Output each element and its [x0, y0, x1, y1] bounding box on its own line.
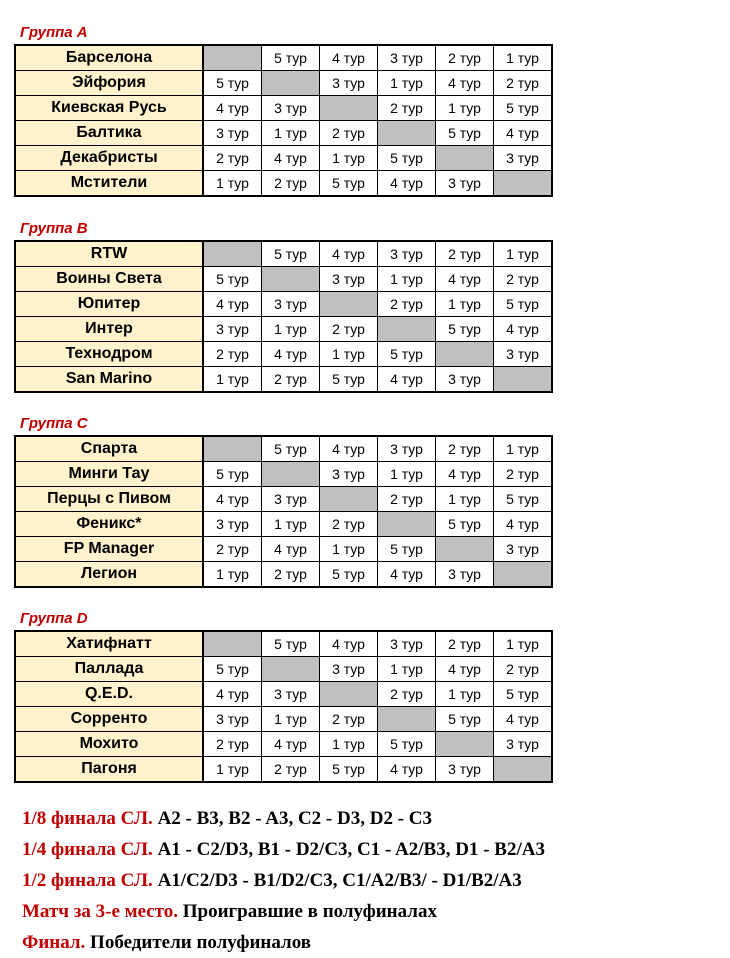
round-cell: 2 тур [320, 317, 378, 342]
round-cell: 2 тур [494, 657, 553, 682]
stage-label: Финал. [22, 932, 86, 953]
team-name: Юпитер [15, 292, 203, 317]
team-name: Спарта [15, 436, 203, 462]
round-cell: 1 тур [262, 707, 320, 732]
round-cell: 1 тур [320, 342, 378, 367]
team-name: Минги Тау [15, 462, 203, 487]
table-row [15, 487, 552, 512]
round-cell: 3 тур [262, 292, 320, 317]
blank-cell [262, 267, 320, 292]
round-cell: 4 тур [262, 732, 320, 757]
team-name: Феникс* [15, 512, 203, 537]
team-name: Q.E.D. [15, 682, 203, 707]
blank-cell [436, 342, 494, 367]
round-cell: 4 тур [436, 657, 494, 682]
round-cell: 4 тур [320, 45, 378, 71]
round-cell: 5 тур [436, 317, 494, 342]
round-cell: 5 тур [320, 367, 378, 393]
round-cell: 5 тур [203, 657, 262, 682]
playoff-line [22, 927, 545, 958]
round-cell: 4 тур [203, 96, 262, 121]
round-cell: 3 тур [494, 537, 553, 562]
table-row [15, 121, 552, 146]
blank-cell [378, 707, 436, 732]
stage-pairings: A2 - B3, B2 - A3, C2 - D3, D2 - C3 [157, 808, 432, 829]
round-cell: 3 тур [494, 732, 553, 757]
round-cell: 3 тур [320, 267, 378, 292]
round-cell: 3 тур [378, 45, 436, 71]
round-cell: 3 тур [436, 171, 494, 197]
team-name: Технодром [15, 342, 203, 367]
round-cell: 4 тур [203, 487, 262, 512]
round-cell: 2 тур [378, 96, 436, 121]
blank-cell [203, 45, 262, 71]
round-cell: 2 тур [436, 45, 494, 71]
round-cell: 1 тур [203, 757, 262, 783]
round-cell: 5 тур [378, 146, 436, 171]
blank-cell [203, 241, 262, 267]
team-name: Легион [15, 562, 203, 588]
group-schedule-table [14, 44, 553, 197]
round-cell: 5 тур [494, 487, 553, 512]
table-row [15, 462, 552, 487]
blank-cell [320, 292, 378, 317]
round-cell: 4 тур [436, 71, 494, 96]
round-cell: 4 тур [378, 367, 436, 393]
round-cell: 2 тур [494, 462, 553, 487]
round-cell: 1 тур [378, 71, 436, 96]
round-cell: 5 тур [436, 707, 494, 732]
round-cell: 1 тур [203, 367, 262, 393]
group-title: Группа B [20, 220, 88, 237]
round-cell: 5 тур [494, 96, 553, 121]
stage-pairings: Победители полуфиналов [90, 932, 311, 953]
round-cell: 3 тур [320, 657, 378, 682]
round-cell: 3 тур [436, 562, 494, 588]
round-cell: 2 тур [203, 342, 262, 367]
round-cell: 3 тур [262, 487, 320, 512]
round-cell: 2 тур [262, 757, 320, 783]
group-schedule-table [14, 435, 553, 588]
round-cell: 3 тур [203, 707, 262, 732]
round-cell: 5 тур [436, 121, 494, 146]
team-name: Сорренто [15, 707, 203, 732]
group-title: Группа C [20, 415, 88, 432]
round-cell: 4 тур [320, 241, 378, 267]
blank-cell [378, 317, 436, 342]
team-name: Эйфория [15, 71, 203, 96]
table-row [15, 241, 552, 267]
round-cell: 1 тур [378, 462, 436, 487]
round-cell: 5 тур [203, 462, 262, 487]
round-cell: 2 тур [378, 682, 436, 707]
round-cell: 3 тур [378, 631, 436, 657]
blank-cell [494, 171, 553, 197]
round-cell: 3 тур [262, 96, 320, 121]
round-cell: 1 тур [378, 267, 436, 292]
round-cell: 5 тур [378, 732, 436, 757]
blank-cell [494, 562, 553, 588]
blank-cell [203, 436, 262, 462]
stage-pairings: Проигравшие в полуфиналах [182, 901, 437, 922]
table-row [15, 292, 552, 317]
round-cell: 5 тур [378, 537, 436, 562]
round-cell: 4 тур [320, 631, 378, 657]
table-row [15, 71, 552, 96]
blank-cell [436, 146, 494, 171]
round-cell: 1 тур [203, 171, 262, 197]
round-cell: 4 тур [494, 512, 553, 537]
blank-cell [320, 487, 378, 512]
round-cell: 2 тур [436, 631, 494, 657]
table-row [15, 317, 552, 342]
round-cell: 2 тур [436, 241, 494, 267]
team-name: Интер [15, 317, 203, 342]
team-name: San Marino [15, 367, 203, 393]
round-cell: 3 тур [436, 757, 494, 783]
round-cell: 4 тур [262, 342, 320, 367]
table-row [15, 436, 552, 462]
group-title: Группа A [20, 24, 88, 41]
blank-cell [494, 367, 553, 393]
table-row [15, 342, 552, 367]
round-cell: 4 тур [203, 292, 262, 317]
blank-cell [262, 657, 320, 682]
blank-cell [262, 71, 320, 96]
round-cell: 1 тур [436, 96, 494, 121]
team-name: FP Manager [15, 537, 203, 562]
round-cell: 4 тур [494, 317, 553, 342]
round-cell: 5 тур [262, 241, 320, 267]
playoff-notes [22, 803, 545, 958]
round-cell: 1 тур [320, 537, 378, 562]
team-name: Перцы с Пивом [15, 487, 203, 512]
round-cell: 4 тур [494, 707, 553, 732]
team-name: Пагоня [15, 757, 203, 783]
table-row [15, 512, 552, 537]
round-cell: 2 тур [320, 707, 378, 732]
stage-label: 1/2 финала СЛ. [22, 870, 153, 891]
round-cell: 1 тур [203, 562, 262, 588]
round-cell: 1 тур [262, 317, 320, 342]
blank-cell [436, 537, 494, 562]
blank-cell [378, 512, 436, 537]
round-cell: 3 тур [494, 342, 553, 367]
round-cell: 2 тур [320, 512, 378, 537]
round-cell: 3 тур [203, 512, 262, 537]
stage-label: Матч за 3-е место. [22, 901, 179, 922]
round-cell: 5 тур [320, 171, 378, 197]
playoff-line [22, 896, 545, 927]
round-cell: 5 тур [494, 292, 553, 317]
table-row [15, 631, 552, 657]
round-cell: 2 тур [262, 562, 320, 588]
round-cell: 2 тур [320, 121, 378, 146]
round-cell: 1 тур [436, 487, 494, 512]
table-row [15, 707, 552, 732]
round-cell: 4 тур [378, 757, 436, 783]
group-schedule-table [14, 630, 553, 783]
table-row [15, 682, 552, 707]
team-name: Воины Света [15, 267, 203, 292]
round-cell: 2 тур [203, 732, 262, 757]
team-name: Балтика [15, 121, 203, 146]
round-cell: 3 тур [320, 462, 378, 487]
round-cell: 4 тур [262, 146, 320, 171]
blank-cell [262, 462, 320, 487]
round-cell: 5 тур [203, 71, 262, 96]
group-title: Группа D [20, 610, 88, 627]
blank-cell [494, 757, 553, 783]
round-cell: 2 тур [203, 146, 262, 171]
round-cell: 1 тур [320, 146, 378, 171]
stage-label: 1/8 финала СЛ. [22, 808, 153, 829]
round-cell: 5 тур [494, 682, 553, 707]
team-name: Декабристы [15, 146, 203, 171]
table-row [15, 757, 552, 783]
round-cell: 5 тур [320, 757, 378, 783]
round-cell: 3 тур [320, 71, 378, 96]
team-name: Мстители [15, 171, 203, 197]
playoff-line [22, 865, 545, 896]
round-cell: 5 тур [203, 267, 262, 292]
table-row [15, 45, 552, 71]
round-cell: 4 тур [203, 682, 262, 707]
round-cell: 2 тур [494, 71, 553, 96]
round-cell: 5 тур [436, 512, 494, 537]
team-name: Паллада [15, 657, 203, 682]
round-cell: 4 тур [378, 562, 436, 588]
round-cell: 1 тур [262, 512, 320, 537]
round-cell: 1 тур [494, 631, 553, 657]
round-cell: 5 тур [262, 631, 320, 657]
round-cell: 3 тур [494, 146, 553, 171]
team-name: RTW [15, 241, 203, 267]
round-cell: 4 тур [378, 171, 436, 197]
team-name: Киевская Русь [15, 96, 203, 121]
round-cell: 3 тур [262, 682, 320, 707]
blank-cell [203, 631, 262, 657]
group-schedule-table [14, 240, 553, 393]
team-name: Мохито [15, 732, 203, 757]
round-cell: 2 тур [378, 292, 436, 317]
round-cell: 4 тур [494, 121, 553, 146]
round-cell: 1 тур [320, 732, 378, 757]
round-cell: 1 тур [262, 121, 320, 146]
table-row [15, 171, 552, 197]
round-cell: 2 тур [203, 537, 262, 562]
table-row [15, 267, 552, 292]
round-cell: 3 тур [436, 367, 494, 393]
round-cell: 1 тур [494, 241, 553, 267]
round-cell: 5 тур [320, 562, 378, 588]
blank-cell [320, 96, 378, 121]
round-cell: 2 тур [494, 267, 553, 292]
table-row [15, 146, 552, 171]
playoff-line [22, 834, 545, 865]
round-cell: 4 тур [436, 267, 494, 292]
round-cell: 5 тур [378, 342, 436, 367]
round-cell: 3 тур [378, 241, 436, 267]
table-row [15, 367, 552, 393]
round-cell: 2 тур [378, 487, 436, 512]
round-cell: 2 тур [262, 171, 320, 197]
table-row [15, 732, 552, 757]
round-cell: 4 тур [320, 436, 378, 462]
blank-cell [320, 682, 378, 707]
round-cell: 3 тур [378, 436, 436, 462]
round-cell: 1 тур [378, 657, 436, 682]
team-name: Хатифнатт [15, 631, 203, 657]
table-row [15, 537, 552, 562]
round-cell: 1 тур [436, 292, 494, 317]
round-cell: 4 тур [436, 462, 494, 487]
table-row [15, 96, 552, 121]
playoff-line [22, 803, 545, 834]
round-cell: 1 тур [494, 45, 553, 71]
round-cell: 2 тур [262, 367, 320, 393]
stage-label: 1/4 финала СЛ. [22, 839, 153, 860]
round-cell: 5 тур [262, 436, 320, 462]
table-row [15, 657, 552, 682]
blank-cell [378, 121, 436, 146]
round-cell: 5 тур [262, 45, 320, 71]
round-cell: 2 тур [436, 436, 494, 462]
round-cell: 3 тур [203, 317, 262, 342]
round-cell: 4 тур [262, 537, 320, 562]
stage-pairings: A1/C2/D3 - B1/D2/C3, C1/A2/B3/ - D1/B2/A3 [157, 870, 522, 891]
blank-cell [436, 732, 494, 757]
round-cell: 3 тур [203, 121, 262, 146]
round-cell: 1 тур [494, 436, 553, 462]
stage-pairings: A1 - C2/D3, B1 - D2/C3, C1 - A2/B3, D1 - B2/A3 [157, 839, 545, 860]
team-name: Барселона [15, 45, 203, 71]
table-row [15, 562, 552, 588]
round-cell: 1 тур [436, 682, 494, 707]
